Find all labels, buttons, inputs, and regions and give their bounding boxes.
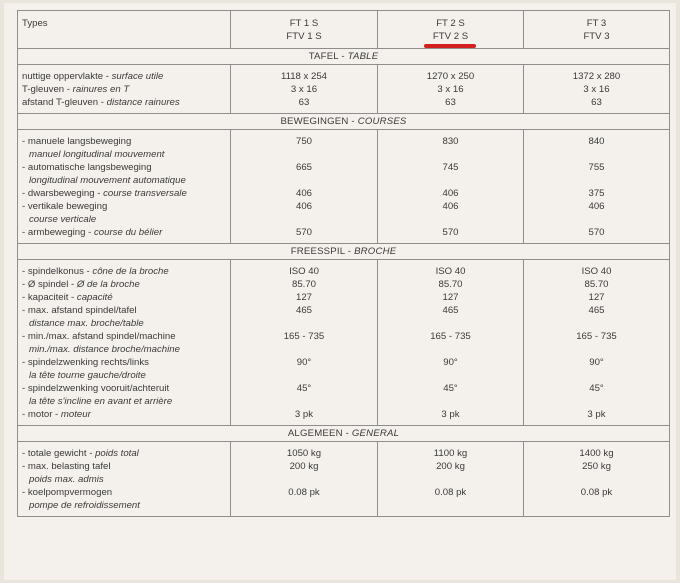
spec-value: 570 [588, 227, 605, 238]
section-title: ALGEMEEN - GENERAL [18, 426, 670, 442]
label-fr: course transversale [103, 188, 187, 199]
spec-label [18, 226, 231, 244]
spec-value: 200 kg [289, 461, 319, 472]
spec-value: ISO 40 [435, 266, 466, 277]
label-fr: poids max. admis [29, 474, 104, 485]
section-title-nl: ALGEMEEN [287, 428, 343, 439]
spec-value: 3 pk [294, 409, 314, 420]
spec-value: 665 [295, 162, 312, 173]
spec-value-cell [231, 200, 378, 226]
label-fr: course verticale [29, 214, 97, 225]
spec-value: 200 kg [436, 461, 465, 472]
label-fr: manuel longitudinal mouvement [29, 149, 165, 160]
spec-value-cell [231, 291, 378, 304]
spec-row [18, 226, 670, 244]
spec-value: 45° [589, 383, 604, 394]
spec-value-cell [231, 408, 378, 426]
spec-row [18, 408, 670, 426]
section-header [18, 49, 670, 65]
spec-value-cell [378, 408, 524, 426]
label-nl: - Ø spindel [22, 279, 69, 290]
spec-row [18, 460, 670, 486]
spec-value: 63 [298, 97, 310, 108]
spec-value-cell [524, 161, 670, 187]
spec-value: 85.70 [584, 279, 609, 290]
spec-value-cell [524, 200, 670, 226]
spec-value: 165 - 735 [430, 331, 471, 342]
spec-value: 1118 x 254 [280, 71, 328, 82]
spec-label-nl-line [22, 382, 226, 395]
spec-value: 406 [295, 201, 312, 212]
spec-value: 0.08 pk [580, 487, 613, 498]
section-title: TAFEL - TABLE [18, 49, 670, 65]
spec-value: 840 [588, 136, 605, 147]
spec-value: 406 [295, 188, 312, 199]
label-fr: longitudinal mouvement automatique [29, 175, 186, 186]
spec-value-cell [231, 65, 378, 114]
spec-value-cell [524, 187, 670, 200]
spec-value: 63 [591, 97, 602, 108]
spec-label [18, 460, 231, 486]
document-page [4, 3, 676, 580]
spec-label-nl-line: - motor - moteur [22, 409, 91, 420]
spec-label-nl-line: - totale gewicht - poids total [22, 448, 139, 459]
spec-body [18, 49, 670, 517]
spec-label-nl-line [22, 356, 226, 369]
label-fr: rainures en T [72, 84, 130, 95]
spec-value-cell [524, 408, 670, 426]
spec-label-nl-line [22, 161, 226, 174]
spec-row [18, 278, 670, 291]
spec-value: 750 [295, 136, 312, 147]
spec-value-cell [231, 226, 378, 244]
highlight-underline [424, 44, 476, 48]
spec-value-cell [378, 278, 524, 291]
spec-value: 755 [588, 162, 605, 173]
spec-value-cell [231, 330, 378, 356]
spec-value-cell [378, 304, 524, 330]
spec-value: 406 [442, 188, 459, 199]
spec-value-cell [231, 260, 378, 279]
spec-value: 1050 kg [286, 448, 322, 459]
spec-row [18, 330, 670, 356]
section-header [18, 244, 670, 260]
spec-label-fr-line [22, 317, 226, 330]
spec-value: 90° [589, 357, 604, 368]
spec-label-nl-line: - armbeweging - course du bélier [22, 227, 163, 238]
spec-value: 127 [588, 292, 605, 303]
spec-value: 1372 x 280 [572, 71, 621, 82]
spec-value: 85.70 [438, 279, 463, 290]
spec-value-cell [231, 304, 378, 330]
types-header: Types [18, 11, 231, 49]
spec-label [18, 304, 231, 330]
spec-row [18, 161, 670, 187]
spec-value-cell [524, 226, 670, 244]
spec-value-cell [524, 486, 670, 517]
spec-value-cell [378, 200, 524, 226]
spec-label-fr-line [22, 499, 226, 512]
spec-row [18, 65, 670, 114]
spec-value: 250 kg [582, 461, 611, 472]
spec-label [18, 408, 231, 426]
spec-label [18, 291, 231, 304]
spec-value-cell [524, 382, 670, 408]
spec-value: 45° [443, 383, 458, 394]
spec-value-cell [524, 291, 670, 304]
spec-value-cell [524, 304, 670, 330]
label-nl: - vertikale beweging [22, 201, 108, 212]
spec-value: 127 [442, 292, 459, 303]
spec-value: 3 x 16 [290, 84, 318, 95]
section-title-nl: FREESSPIL [290, 246, 345, 257]
label-nl: - koelpompvermogen [22, 487, 113, 498]
spec-label-nl-line [22, 486, 226, 499]
spec-label-nl-line [22, 460, 226, 473]
spec-value: 465 [588, 305, 605, 316]
spec-value: 3 pk [441, 409, 460, 420]
spec-label-line: afstand T-gleuven - distance rainures [22, 97, 180, 108]
spec-value: 90° [443, 357, 458, 368]
spec-value-cell [231, 460, 378, 486]
spec-value-cell [378, 130, 524, 162]
spec-label-fr-line [22, 473, 226, 486]
label-nl: T-gleuven [22, 84, 65, 95]
spec-value-cell [378, 226, 524, 244]
spec-table [17, 10, 670, 517]
label-nl: - manuele langsbeweging [22, 136, 132, 147]
spec-label [18, 161, 231, 187]
spec-value-cell [378, 260, 524, 279]
label-nl: - motor [22, 409, 53, 420]
section-title-fr: TABLE [347, 51, 379, 62]
label-nl: - min./max. afstand spindel/machine [22, 331, 176, 342]
section-title-fr: GENERAL [351, 428, 400, 439]
spec-label-nl-line: - Ø spindel - Ø de la broche [22, 279, 140, 290]
spec-value: 90° [296, 357, 312, 368]
spec-value-cell [524, 260, 670, 279]
spec-value: ISO 40 [581, 266, 612, 277]
spec-row [18, 304, 670, 330]
label-fr: la tête s'incline en avant et arrière [29, 396, 173, 407]
spec-value: ISO 40 [289, 266, 319, 277]
spec-label-nl-line: - kapaciteit - capacité [22, 292, 113, 303]
spec-label [18, 442, 231, 461]
label-nl: - automatische langsbeweging [22, 162, 152, 173]
spec-row [18, 382, 670, 408]
spec-value-cell [378, 291, 524, 304]
spec-value-cell [524, 460, 670, 486]
spec-value-cell [524, 330, 670, 356]
spec-value-cell [524, 356, 670, 382]
section-title-fr: COURSES [357, 116, 407, 127]
label-nl: - totale gewicht [22, 448, 87, 459]
spec-label-fr-line [22, 395, 226, 408]
section-title: BEWEGINGEN - COURSES [18, 114, 670, 130]
spec-label-nl-line [22, 304, 226, 317]
spec-value: 0.08 pk [434, 487, 467, 498]
spec-value-cell [378, 65, 524, 114]
spec-value-cell [524, 65, 670, 114]
spec-value: 1100 kg [433, 448, 468, 459]
spec-label [18, 65, 231, 114]
spec-value: 85.70 [291, 279, 316, 290]
spec-label-nl-line [22, 135, 226, 148]
label-fr: course du bélier [94, 227, 163, 238]
spec-value: 1270 x 250 [426, 71, 475, 82]
label-fr: la tête tourne gauche/droite [29, 370, 146, 381]
spec-value-cell [231, 130, 378, 162]
label-nl: - spindelzwenking rechts/links [22, 357, 149, 368]
spec-value-cell [231, 486, 378, 517]
spec-row [18, 442, 670, 461]
model-header-1: FT 1 S FTV 1 S [231, 11, 378, 49]
spec-value-cell [231, 187, 378, 200]
spec-label-line: T-gleuven - rainures en T [22, 84, 130, 95]
spec-row [18, 356, 670, 382]
spec-label-fr-line [22, 148, 226, 161]
label-fr: distance rainures [106, 97, 180, 108]
spec-value-cell [524, 278, 670, 291]
label-nl: - kapaciteit [22, 292, 69, 303]
spec-label [18, 382, 231, 408]
label-nl: - armbeweging [22, 227, 86, 238]
spec-label-fr-line [22, 174, 226, 187]
label-fr: Ø de la broche [76, 279, 140, 290]
label-fr: cône de la broche [92, 266, 169, 277]
spec-value-cell [231, 356, 378, 382]
spec-value: 406 [442, 201, 459, 212]
label-fr: distance max. broche/table [29, 318, 144, 329]
spec-label-fr-line [22, 343, 226, 356]
label-fr: poids total [95, 448, 139, 459]
spec-label [18, 356, 231, 382]
spec-label-nl-line [22, 330, 226, 343]
spec-value: 3 x 16 [583, 84, 610, 95]
spec-value-cell [378, 460, 524, 486]
spec-value: 830 [442, 136, 459, 147]
label-nl: - dwarsbeweging [22, 188, 95, 199]
spec-value-cell [524, 130, 670, 162]
spec-value-cell [378, 486, 524, 517]
spec-value: 465 [442, 305, 459, 316]
label-fr: moteur [60, 409, 91, 420]
section-header [18, 426, 670, 442]
spec-value-cell [231, 161, 378, 187]
spec-value-cell [231, 382, 378, 408]
spec-value: 375 [588, 188, 605, 199]
label-fr: surface utile [111, 71, 164, 82]
spec-row [18, 291, 670, 304]
spec-value: 570 [442, 227, 459, 238]
spec-label [18, 278, 231, 291]
spec-label [18, 486, 231, 517]
spec-label [18, 130, 231, 162]
section-title-nl: TAFEL [308, 51, 339, 62]
spec-value: 165 - 735 [576, 331, 617, 342]
spec-row [18, 130, 670, 162]
spec-value-cell [378, 330, 524, 356]
spec-value: 165 - 735 [283, 331, 325, 342]
section-title-fr: BROCHE [354, 246, 397, 257]
spec-label [18, 187, 231, 200]
spec-row [18, 486, 670, 517]
spec-value-cell [231, 278, 378, 291]
spec-value-cell [524, 442, 670, 461]
spec-value-cell [378, 187, 524, 200]
spec-label [18, 260, 231, 279]
label-fr: min./max. distance broche/machine [29, 344, 180, 355]
spec-value: 127 [295, 292, 312, 303]
model-header-2: FT 2 S FTV 2 S [378, 11, 524, 49]
spec-value-cell [378, 161, 524, 187]
spec-value: 570 [295, 227, 312, 238]
spec-value-cell [378, 356, 524, 382]
label-nl: afstand T-gleuven [22, 97, 99, 108]
spec-value-cell [231, 442, 378, 461]
spec-value: 745 [442, 162, 459, 173]
spec-label-nl-line: - dwarsbeweging - course transversale [22, 188, 187, 199]
model-header-3: FT 3 FTV 3 [524, 11, 670, 49]
header-row [18, 11, 670, 49]
section-title: FREESSPIL - BROCHE [18, 244, 670, 260]
label-nl: - spindelzwenking vooruit/achteruit [22, 383, 170, 394]
spec-value-cell [378, 382, 524, 408]
spec-value: 1400 kg [579, 448, 614, 459]
spec-value: 406 [588, 201, 605, 212]
spec-value: 63 [445, 97, 456, 108]
spec-row [18, 187, 670, 200]
spec-label [18, 330, 231, 356]
spec-label-line: nuttige oppervlakte - surface utile [22, 71, 164, 82]
spec-value-cell [378, 442, 524, 461]
label-fr: capacité [76, 292, 113, 303]
label-nl: - spindelkonus [22, 266, 84, 277]
spec-value: 0.08 pk [288, 487, 320, 498]
label-fr: pompe de refroidissement [29, 500, 140, 511]
section-header [18, 114, 670, 130]
spec-label-nl-line [22, 200, 226, 213]
spec-label-nl-line: - spindelkonus - cône de la broche [22, 266, 169, 277]
spec-row [18, 200, 670, 226]
spec-value: 3 x 16 [437, 84, 464, 95]
spec-label-fr-line [22, 213, 226, 226]
label-nl: - max. afstand spindel/tafel [22, 305, 137, 316]
section-title-nl: BEWEGINGEN [280, 116, 349, 127]
label-nl: nuttige oppervlakte [22, 71, 104, 82]
label-nl: - max. belasting tafel [22, 461, 111, 472]
spec-value: 45° [296, 383, 312, 394]
spec-label-fr-line [22, 369, 226, 382]
spec-value: 465 [295, 305, 312, 316]
spec-row [18, 260, 670, 279]
spec-value: 3 pk [587, 409, 606, 420]
spec-label [18, 200, 231, 226]
